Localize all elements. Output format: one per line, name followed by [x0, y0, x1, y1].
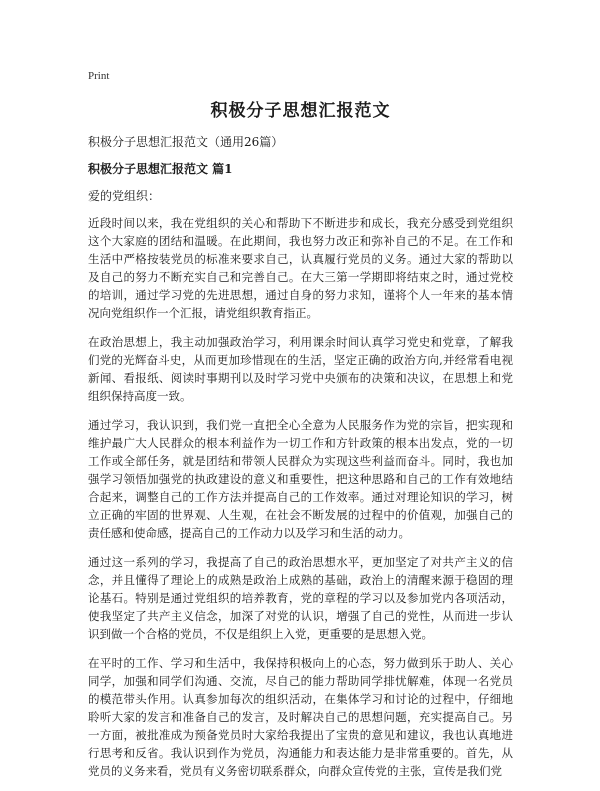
paragraph: 通过学习，我认识到，我们党一直把全心全意为人民服务作为党的宗旨，把实现和维护最广大人民群众的根本利益作为一切工作和方针政策的根本出发点，党的一切工作或全部任务，就是团结和带领人民群众为实现这些利益而奋斗。同时，我也加强学习领悟加强党的执政建设的意义和重要性，把这种思路和自己的工作有效地结合起来，调整自己的工作方法并提高自己的工作效率。通过对理论知识的学习，树立正确的牢固的世界观、人生观，在社会不断发展的过程中的价值观，加强自己的责任感和使命感，提高自己的工作动力以及学习和生活的动力。	[88, 418, 513, 540]
document-page	[88, 70, 513, 791]
paragraph: 通过这一系列的学习，我提高了自己的政治思想水平，更加坚定了对共产主义的信念，并且懂得了理论上的成熟是政治上成熟的基础，政治上的清醒来源于稳固的理论基石。特别是通过党组织的培养教育，党的章程的学习以及参加党内各项活动，使我坚定了共产主义信念，加深了对党的认识，增强了自己的党性，从而进一步认识到做一个合格的党员，不仅是组织上入党，更重要的是思想入党。	[88, 555, 513, 641]
document-subtitle: 积极分子思想汇报范文（通用26篇）	[88, 135, 284, 149]
paragraph: 在政治思想上，我主动加强政治学习，利用课余时间认真学习党史和党章，了解我们党的光辉奋斗史，从而更加珍惜现在的生活，坚定正确的政治方向,并经常看电视新闻、看报纸、阅读时事期刊以及时学习党中央颁布的决策和决议，在思想上和党组织保持高度一致。	[88, 335, 513, 403]
print-label[interactable]: Print	[88, 70, 110, 82]
document-title: 积极分子思想汇报范文	[210, 101, 391, 121]
paragraph: 在平时的工作、学习和生活中，我保持积极向上的心态，努力做到乐于助人、关心同学，加强和同学们沟通、交流，尽自己的能力帮助同学排忧解难，体现一名党员的模范带头作用。认真参加每次的组织活动，在集体学习和讨论的过程中，仔细地聆听大家的发言和准备自己的发言，及时解决自己的思想问题，充实提高自己。另一方面，被批准成为预备党员时大家给我提出了宝贵的意见和建议，我也认真地进行思考和反省。我认识到作为党员，沟通能力和表达能力是非常重要的。首先，从党员的义务来看，党员有义务密切联系群众，向群众宣传党的主张，宣传是我们党	[88, 656, 513, 778]
section-heading: 积极分子思想汇报范文 篇1	[88, 162, 233, 176]
salutation: 爱的党组织：	[88, 189, 161, 203]
paragraph: 近段时间以来，我在党组织的关心和帮助下不断进步和成长，我充分感受到党组织这个大家庭的团结和温暖。在此期间，我也努力改正和弥补自己的不足。在工作和生活中严格按装党员的标准来要求自己，认真履行党员的义务。通过大家的帮助以及自己的努力不断充实自己和完善自己。在大三第一学期即将结束之时，通过党校的培训，通过学习党的先进思想，通过自身的努力求知，谨将个人一年来的基本情况向党组织作一个汇报，请党组织教育指正。	[88, 216, 513, 320]
